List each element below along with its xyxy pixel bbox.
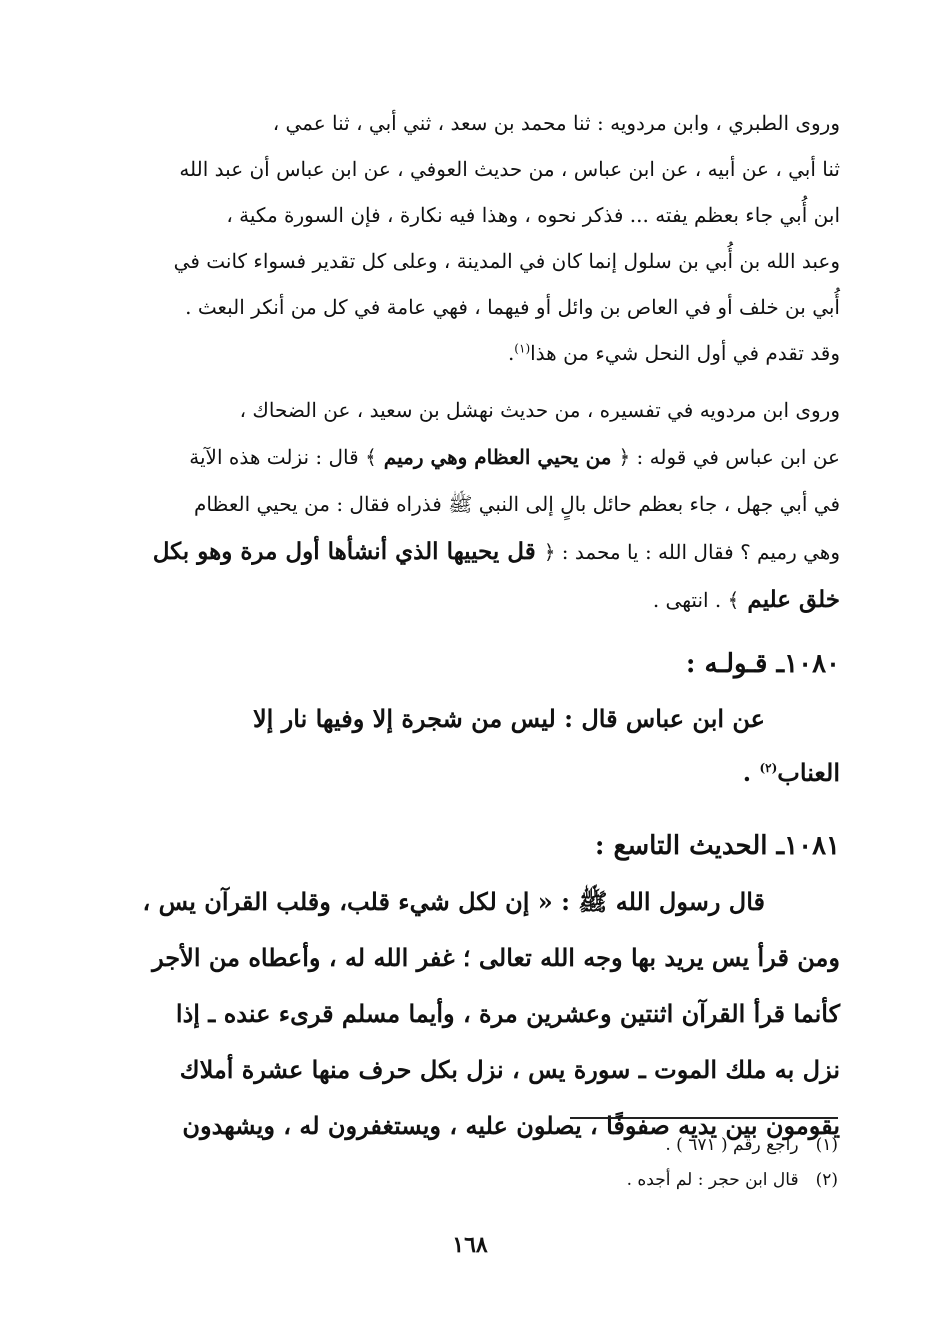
quran-quote: من يحيي العظام وهي رميم	[376, 445, 619, 469]
text-segment: عن ابن عباس في قوله : ﴿	[618, 445, 840, 469]
footnote-number: (٢)	[815, 1170, 838, 1190]
period: .	[507, 341, 515, 365]
text-line: قال رسول الله ﷺ : « إن لكل شيء قلب، وقلب القرآن يس ،	[142, 887, 765, 916]
section-heading-1081: ١٠٨١ـ الحديث التاسع :	[594, 831, 840, 861]
footnote-2	[500, 1163, 838, 1198]
athar-ibn-abbas-end	[95, 746, 840, 800]
period: .	[742, 758, 752, 787]
text-segment: وهي رميم ؟ فقال الله : يا محمد : ﴿	[543, 540, 840, 564]
text-segment: ﴾ قال : نزلت هذه الآية	[189, 445, 377, 469]
hadith-text	[95, 874, 840, 1154]
footnote-number: (١)	[815, 1135, 838, 1155]
footnote-text: قال ابن حجر : لم أجده .	[626, 1170, 799, 1190]
text-line	[95, 528, 840, 576]
text-line: يقومون بين يديه صفوفًا ، يصلون عليه ، ويستغفرون له ، ويشهدون	[182, 1111, 840, 1140]
text-line	[95, 434, 840, 481]
footnotes	[500, 1128, 838, 1198]
text-line: وقد تقدم في أول النحل شيء من هذا	[530, 341, 840, 365]
footnote-1	[500, 1128, 838, 1163]
text-line: ومن قرأ يس يريد بها وجه الله تعالى ؛ غفر الله له ، وأعطاه من الأجر	[152, 943, 840, 972]
text-line: ثنا أبي ، عن أبيه ، عن ابن عباس ، من حديث العوفي ، عن ابن عباس أن عبد الله	[179, 157, 840, 181]
text-line: كأنما قرأ القرآن اثنتين وعشرين مرة ، وأيما مسلم قرىء عنده ـ إذا	[175, 999, 840, 1028]
text-line: وعبد الله بن أُبي بن سلول إنما كان في المدينة ، وعلى كل تقدير فسواء كانت في	[173, 249, 840, 273]
text-segment: العناب	[777, 758, 840, 787]
text-line: أُبي بن خلف أو في العاص بن وائل أو فيهما ، فهي عامة في كل من أنكر البعث .	[185, 295, 840, 319]
page-number: ١٦٨	[452, 1232, 488, 1258]
paragraph-ibn-marduyah	[95, 387, 840, 624]
quran-quote: قل يحييها الذي أنشأها أول مرة وهو بكل	[152, 538, 544, 565]
text-line: وروى الطبري ، وابن مردويه : ثنا محمد بن سعد ، ثني أبي ، ثنا عمي ،	[272, 111, 840, 135]
text-line	[95, 576, 840, 624]
athar-ibn-abbas	[95, 692, 840, 746]
text-line: في أبي جهل ، جاء بعظم حائل بالٍ إلى النبي ﷺ فذراه فقال : من يحيي العظام	[193, 492, 840, 516]
text-line: نزل به ملك الموت ـ سورة يس ، نزل بكل حرف منها عشرة أملاك	[179, 1055, 840, 1084]
paragraph-nahl-reference	[95, 330, 840, 377]
text-segment: ﴾ . انتهى .	[652, 588, 740, 612]
footnote-divider	[570, 1117, 838, 1119]
quran-quote: خلق عليم	[739, 586, 840, 613]
page-body	[95, 100, 840, 1154]
footnote-text: راجع رقم ( ٦٧١ ) .	[665, 1135, 799, 1155]
footnote-ref-2: (٢)	[759, 761, 778, 775]
section-heading-1080: ١٠٨٠ـ قـولـه :	[685, 649, 840, 679]
paragraph-tabari	[95, 100, 840, 330]
text-line: عن ابن عباس قال : ليس من شجرة إلا وفيها نار إلا	[252, 704, 765, 733]
text-line: وروى ابن مردويه في تفسيره ، من حديث نهشل بن سعيد ، عن الضحاك ،	[239, 398, 840, 422]
text-line: ابن أُبي جاء بعظم يفته ... فذكر نحوه ، وهذا فيه نكارة ، فإن السورة مكية ،	[226, 203, 840, 227]
footnote-ref-1: (١)	[514, 341, 531, 356]
